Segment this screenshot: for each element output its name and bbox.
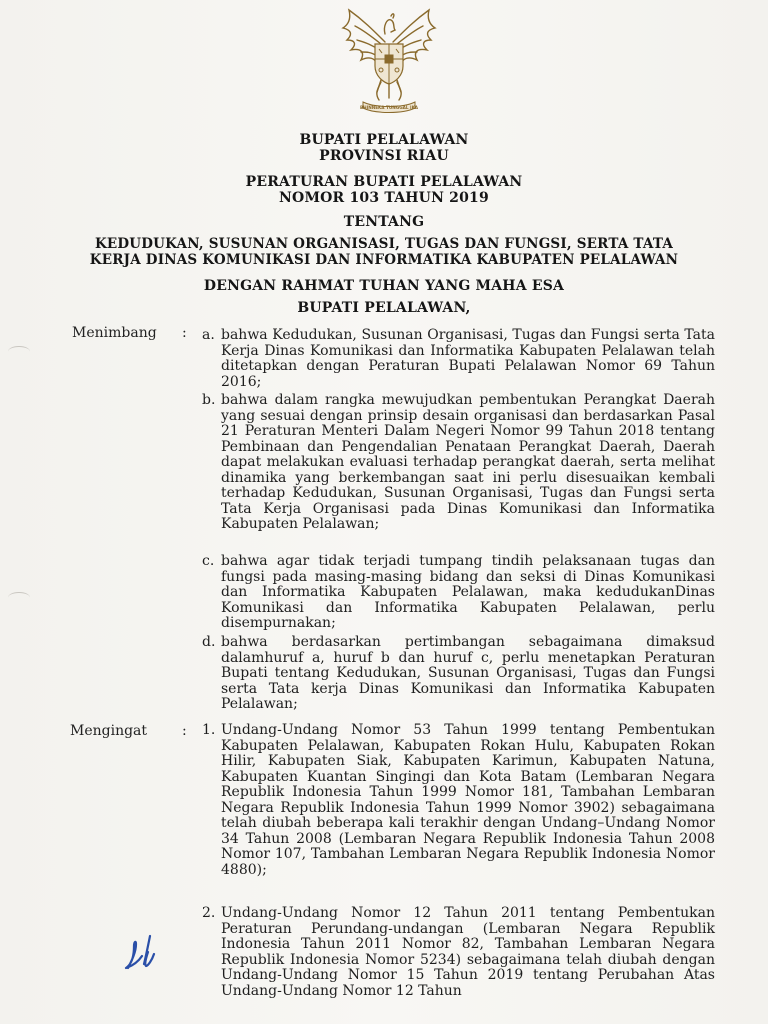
garuda-pancasila-emblem xyxy=(329,4,449,114)
invocation-text: DENGAN RAHMAT TUHAN YANG MAHA ESA xyxy=(203,278,565,294)
mengingat-label: Mengingat xyxy=(70,723,148,739)
item-marker: a. xyxy=(202,327,215,343)
invocation-heading xyxy=(0,278,768,294)
item-text: bahwa berdasarkan pertimbangan sebagaimana dimaksud dalamhuruf a, huruf b dan huruf c, perlu menetapkan Peraturan Bupati tentang Kedudukan, Susunan Organisasi, Tugas dan Fungsi serta Tata kerja Dinas Komunikasi dan Informatika Kabupaten Pelalawan; xyxy=(221,634,715,712)
item-text: Undang-Undang Nomor 53 Tahun 1999 tentang Pembentukan Kabupaten Pelalawan, Kabupaten Rokan Hulu, Kabupaten Rokan Hilir, Kabupaten Siak, Kabupaten Karimun, Kabupaten Natuna, Kabupaten Kuantan Singingi dan Kota Batam (Lembaran Negara Republik Indonesia Tahun 1999 Nomor 181, Tambahan Lembaran Negara Republik Indonesia Tahun 1999 Nomor 3902) sebagaimana telah diubah beberapa kali terakhir dengan Undang–Undang Nomor 34 Tahun 2008 (Lembaran Negara Republik Indonesia Tahun 2008 Nomor 107, Tambahan Lembaran Negara Republik Indonesia Nomor 4880); xyxy=(221,722,715,878)
bupati-heading xyxy=(0,300,768,316)
item-text: bahwa Kedudukan, Susunan Organisasi, Tugas dan Fungsi serta Tata Kerja Dinas Komunikasi dan Informatika Kabupaten Pelalawan telah ditetapkan dengan Peraturan Bupati Pelalawan Nomor 69 Tahun 2016; xyxy=(221,327,715,390)
item-marker: d. xyxy=(202,634,216,650)
punch-hole-mark-top xyxy=(8,346,30,357)
tentang-heading xyxy=(0,214,768,230)
menimbang-label: Menimbang xyxy=(72,325,157,341)
regulation-heading xyxy=(0,174,768,206)
item-text: bahwa agar tidak terjadi tumpang tindih pelaksanaan tugas dan fungsi pada masing-masing bidang dan seksi di Dinas Komunikasi dan Informatika Kabupaten Pelalawan, maka kedudukanDinas Komunikasi dan Informatika Kabupaten Pelalawan, perlu disempurnakan; xyxy=(221,553,715,631)
tentang-label: TENTANG xyxy=(343,214,425,230)
subject-line-2: KERJA DINAS KOMUNIKASI DAN INFORMATIKA KABUPATEN PELALAWAN xyxy=(89,252,679,268)
emblem-motto: BHINNEKA TUNGGAL IKA xyxy=(359,105,419,110)
item-marker: c. xyxy=(202,553,215,569)
item-marker: 1. xyxy=(202,722,216,738)
punch-hole-mark-bottom xyxy=(8,592,30,603)
issuer-title: BUPATI PELALAWAN xyxy=(299,132,469,148)
item-text: bahwa dalam rangka mewujudkan pembentukan Perangkat Daerah yang sesuai dengan prinsip desain organisasi dan berdasarkan Pasal 21 Peraturan Menteri Dalam Negeri Nomor 99 Tahun 2018 tentang Pembinaan dan Pengendalian Penataan Perangkat Daerah, Daerah dapat melakukan evaluasi terhadap perangkat daerah, serta melihat dinamika yang berkembangan saat ini perlu disesuaikan kembali terhadap Kedudukan, Susunan Organisasi, Tugas dan Fungsi serta Tata Kerja Organisasi pada Dinas Komunikasi dan Informatika Kabupaten Pelalawan; xyxy=(221,392,715,532)
province-title: PROVINSI RIAU xyxy=(319,148,449,164)
item-marker: 2. xyxy=(202,905,216,921)
mengingat-colon: : xyxy=(182,723,187,739)
regulation-number: NOMOR 103 TAHUN 2019 xyxy=(279,190,489,206)
item-text: Undang-Undang Nomor 12 Tahun 2011 tentang Pembentukan Peraturan Perundang-undangan (Lembaran Negara Republik Indonesia Tahun 2011 Nomor 82, Tambahan Lembaran Negara Republik Indonesia Nomor 5234) sebagaimana telah diubah dengan Undang-Undang Nomor 15 Tahun 2019 tentang Perubahan Atas Undang-Undang Nomor 12 Tahun xyxy=(221,905,715,999)
regulation-title: PERATURAN BUPATI PELALAWAN xyxy=(245,174,523,190)
subject-line-1: KEDUDUKAN, SUSUNAN ORGANISASI, TUGAS DAN FUNGSI, SERTA TATA xyxy=(94,236,674,252)
initial-signature xyxy=(122,930,162,974)
bupati-text: BUPATI PELALAWAN, xyxy=(297,300,471,316)
menimbang-colon: : xyxy=(182,325,187,341)
item-marker: b. xyxy=(202,392,216,408)
document-header xyxy=(0,132,768,164)
subject-heading xyxy=(0,236,768,268)
